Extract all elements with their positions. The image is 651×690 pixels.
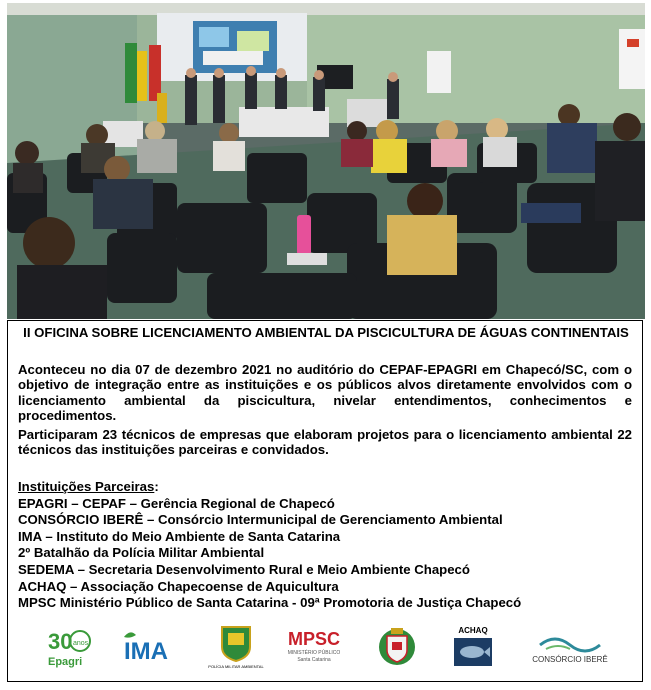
policia-ambiental-logo (208, 619, 264, 675)
achaq-logo (448, 619, 498, 675)
announcement-box (7, 320, 643, 682)
policia-badge (208, 625, 264, 669)
brasao-icon (374, 624, 420, 670)
paragraph-event-description: Aconteceu no dia 07 de dezembro 2021 no auditório do CEPAF-EPAGRI em Chapecó/SC, com o objetivo de integração entre as instituições e os públicos alvos diretamente envolvidos com o licenciamento ambiental da piscicultura, nivelar entendimentos, conhecimentos e procedimentos. (18, 362, 632, 424)
consorcio-logo-mark (520, 627, 620, 667)
epagri-anos: anos (73, 640, 89, 647)
partner-item: CONSÓRCIO IBERÊ – Consórcio Intermunicipal de Gerenciamento Ambiental (18, 512, 503, 528)
policia-caption: POLÍCIA MILITAR AMBIENTAL (208, 664, 264, 669)
document-title: II OFICINA SOBRE LICENCIAMENTO AMBIENTAL DA PISCICULTURA DE ÁGUAS CONTINENTAIS (23, 325, 629, 340)
event-photo (7, 3, 645, 319)
epagri-logo-mark (42, 625, 98, 669)
mpsc-logo-mark (284, 625, 344, 669)
achaq-name: ACHAQ (458, 626, 488, 635)
epagri-number: 30 (48, 629, 73, 654)
partner-item: MPSC Ministério Público de Santa Catarina - 09ª Promotoria de Justiça Chapecó (18, 595, 522, 611)
auditorium-photo (7, 3, 645, 319)
achaq-logo-mark (448, 624, 498, 670)
paragraph-participants: Participaram 23 técnicos de empresas que elaboram projetos para o licenciamento ambiental 22 técnicos das instituições parceiras e convidados. (18, 427, 632, 458)
ima-logo (118, 619, 188, 675)
partner-item: ACHAQ – Associação Chapecoense de Aquicultura (18, 578, 339, 594)
consorcio-ibere-logo (518, 619, 622, 675)
mpsc-logo (284, 619, 344, 675)
partner-item: EPAGRI – CEPAF – Gerência Regional de Chapecó (18, 495, 335, 511)
partner-item: IMA – Instituto do Meio Ambiente de Santa Catarina (18, 528, 341, 544)
ima-name: IMA (124, 638, 168, 665)
partner-item: SEDEMA – Secretaria Desenvolvimento Rural e Meio Ambiente Chapecó (18, 561, 470, 577)
partners-heading-line (18, 479, 632, 496)
partner-item: 2º Batalhão da Polícia Militar Ambiental (18, 545, 265, 561)
mpsc-line1: MINISTÉRIO PÚBLICO (287, 650, 341, 656)
mpsc-line2: Santa Catarina (297, 657, 331, 663)
consorcio-name: CONSÓRCIO IBERÊ (532, 655, 608, 664)
epagri-logo (42, 619, 98, 675)
partners-heading-colon: : (154, 479, 159, 494)
epagri-name: Epagri (48, 656, 83, 668)
mpsc-name: MPSC (287, 629, 341, 649)
partners-heading: Instituições Parceiras (18, 479, 155, 494)
partners-section (18, 479, 632, 612)
ima-logo-mark (118, 627, 188, 667)
chapeco-coat-of-arms (372, 619, 422, 675)
partner-logos (8, 619, 644, 677)
